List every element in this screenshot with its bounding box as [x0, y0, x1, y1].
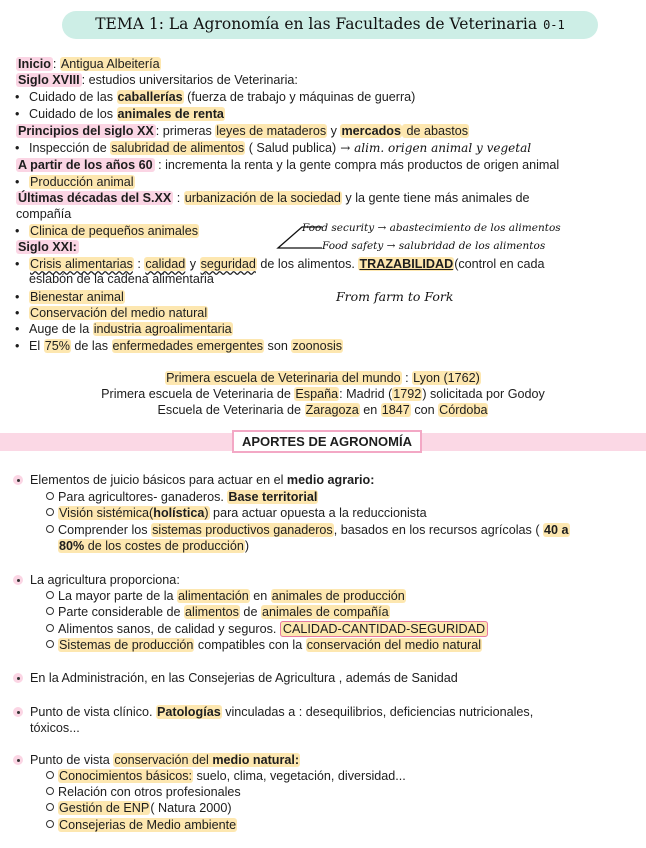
line-inicio: Inicio : Antigua Albeitería [18, 57, 160, 71]
point-1: Elementos de juicio básicos para actuar en el medio agrario: [30, 473, 375, 487]
sub-item: Relación con otros profesionales [46, 784, 241, 800]
bullet: • [15, 290, 20, 304]
bullet: • [15, 306, 20, 320]
school-line-1: Primera escuela de Veterinaria del mundo : Lyon (1762) [166, 371, 480, 385]
list-item: Producción animal [30, 175, 134, 189]
sub-item: Conocimientos básicos: suelo, clima, vegetación, diversidad... [46, 768, 406, 784]
sub-item: Sistemas de producción compatibles con la conservación del medio natural [46, 637, 482, 653]
line-siglo-xx: Principios del siglo XX : primeras leyes de mataderos y mercados de abastos [18, 124, 469, 138]
bullet-dot [13, 475, 23, 485]
sub-item: Parte considerable de alimentos de animales de compañía [46, 604, 390, 620]
list-item: El 75% de las enfermedades emergentes son zoonosis [29, 339, 343, 353]
school-line-2: Primera escuela de Veterinaria de España: Madrid (1792) solicitada por Godoy [101, 387, 545, 401]
sub-item: Comprender los sistemas productivos ganaderos, basados en los recursos agrícolas ( 40 a [46, 522, 570, 538]
sub-item: Gestión de ENP( Natura 2000) [46, 800, 232, 816]
list-item: Cuidado de las caballerías (fuerza de trabajo y máquinas de guerra) [29, 90, 416, 104]
bullet: • [15, 107, 20, 121]
bullet: • [15, 141, 20, 155]
line-ultimas-decadas: Últimas décadas del S.XX : urbanización de la sociedad y la gente tiene más animales de [18, 191, 530, 205]
sub-item: Para agricultores- ganaderos. Base territorial [46, 489, 318, 505]
handwritten-farm-to-fork: From farm to Fork [336, 289, 454, 304]
school-line-3: Escuela de Veterinaria de Zaragoza en 1847 con Córdoba [157, 403, 488, 417]
bullet: • [15, 224, 20, 238]
bullet: • [15, 339, 20, 353]
bullet-dot [13, 673, 23, 683]
bullet-dot [13, 755, 23, 765]
list-item-cont: eslabón de la cadena alimentaria [29, 272, 214, 286]
list-item: Crisis alimentarias : calidad y seguridad de los alimentos. TRAZABILIDAD(control en cada [30, 257, 545, 271]
sub-item-cont: 80% de los costes de producción) [59, 539, 250, 553]
sub-item: Visión sistémica(holística) para actuar opuesta a la reduccionista [46, 505, 427, 521]
page-title [62, 15, 598, 33]
sub-item: Alimentos sanos, de calidad y seguros. CALIDAD-CANTIDAD-SEGURIDAD [46, 621, 488, 637]
section-heading: APORTES DE AGRONOMÍA [232, 430, 422, 453]
point-3: En la Administración, en las Consejerias de Agricultura , además de Sanidad [30, 671, 458, 685]
title-banner [62, 11, 598, 39]
line-anos-60: A partir de los años 60 : incrementa la renta y la gente compra más productos de origen animal [18, 158, 560, 172]
bullet: • [15, 175, 20, 189]
point-4: Punto de vista clínico. Patologías vinculadas a : desequilibrios, deficiencias nutricionales, [30, 705, 534, 719]
list-item: Inspección de salubridad de alimentos ( Salud publica) → alim. origen animal y vegetal [29, 141, 532, 155]
list-item: Conservación del medio natural [30, 306, 208, 320]
point-4-cont: tóxicos... [30, 721, 80, 735]
handwritten-food-security: Food security → abastecimiento de los alimentos [302, 222, 561, 234]
point-5: Punto de vista conservación del medio natural: [30, 753, 300, 767]
page-mark: 0-1 [543, 18, 565, 32]
bullet: • [15, 322, 20, 336]
bullet-dot [13, 707, 23, 717]
point-2: La agricultura proporciona: [30, 573, 180, 587]
bullet-dot [13, 575, 23, 585]
bullet: • [15, 90, 20, 104]
handwritten-note: → alim. origen animal y vegetal [340, 141, 532, 155]
sub-item: Consejerias de Medio ambiente [46, 817, 237, 833]
list-item: Cuidado de los animales de renta [29, 107, 224, 121]
sub-item: La mayor parte de la alimentación en animales de producción [46, 588, 406, 604]
line-siglo-xxi: Siglo XXI: [18, 240, 77, 254]
bullet: • [15, 257, 20, 271]
line-ultimas-cont: compañía [16, 207, 72, 221]
handwritten-food-safety: Food safety → salubridad de los alimentos [322, 240, 546, 252]
list-item: Bienestar animal [30, 290, 124, 304]
list-item: Clinica de pequeños animales [30, 224, 199, 238]
title-text: TEMA 1: La Agronomía en las Facultades de Veterinaria [95, 15, 538, 33]
line-siglo-xviii: Siglo XVIII : estudios universitarios de Veterinaria: [18, 73, 298, 87]
list-item: Auge de la industria agroalimentaria [29, 322, 232, 336]
